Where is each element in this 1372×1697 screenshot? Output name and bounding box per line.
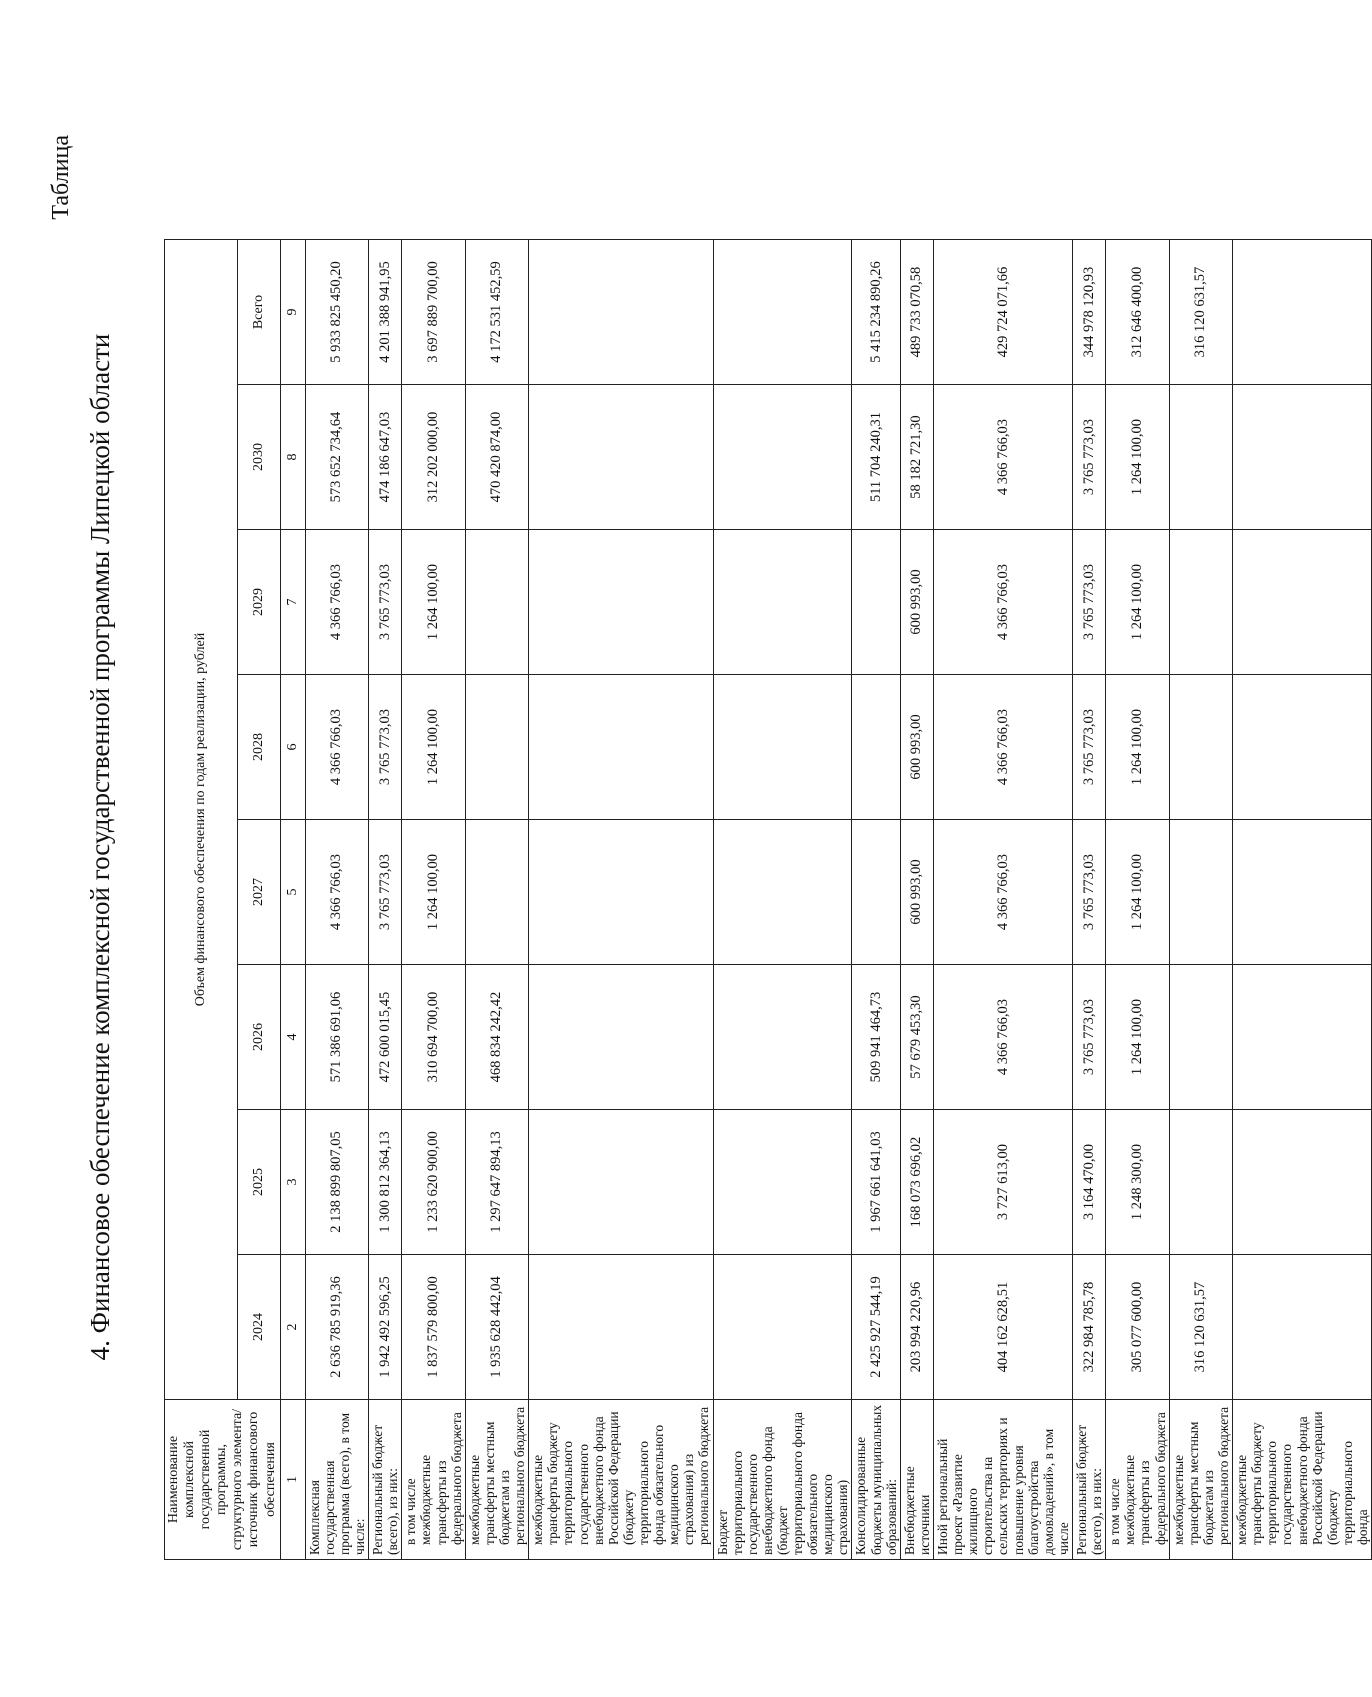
row-value: 3 765 773,03	[369, 675, 402, 820]
row-name: межбюджетные трансферты местным бюджетам из регионального бюджета	[1169, 1400, 1232, 1560]
row-value: 57 679 453,30	[900, 965, 933, 1110]
table-row	[1169, 240, 1232, 1560]
row-value: 1 935 628 442,04	[465, 1255, 528, 1400]
row-value	[713, 820, 852, 965]
row-value	[1169, 820, 1232, 965]
row-value: 571 386 691,06	[305, 965, 368, 1110]
row-value	[1233, 385, 1372, 530]
row-value	[465, 820, 528, 965]
row-name: Консолидированные бюджеты муниципальных образований:	[852, 1400, 900, 1560]
table-body	[305, 240, 1371, 1560]
row-value: 3 765 773,03	[1073, 820, 1106, 965]
row-value: 4 366 766,03	[934, 675, 1073, 820]
row-value: 4 366 766,03	[305, 530, 368, 675]
column-number: 3	[280, 1110, 305, 1255]
row-name: Внебюджетные источники	[900, 1400, 933, 1560]
row-value	[713, 965, 852, 1110]
row-value: 2 138 899 807,05	[305, 1110, 368, 1255]
row-value	[1169, 385, 1232, 530]
row-value: 1 264 100,00	[1106, 385, 1169, 530]
row-value: 1 300 812 364,13	[369, 1110, 402, 1255]
row-value: 1 264 100,00	[402, 820, 465, 965]
year-header: 2024	[237, 1255, 280, 1400]
row-value: 3 164 470,00	[1073, 1110, 1106, 1255]
row-value	[713, 385, 852, 530]
row-value: 509 941 464,73	[852, 965, 900, 1110]
row-value: 573 652 734,64	[305, 385, 368, 530]
table-row	[529, 240, 713, 1560]
column-number: 1	[280, 1400, 305, 1560]
row-value: 58 182 721,30	[900, 385, 933, 530]
row-value: 4 366 766,03	[934, 965, 1073, 1110]
row-value	[713, 240, 852, 385]
row-value	[1233, 240, 1372, 385]
table-row	[900, 240, 933, 1560]
row-value: 312 202 000,00	[402, 385, 465, 530]
row-value: 1 233 620 900,00	[402, 1110, 465, 1255]
row-value: 1 264 100,00	[1106, 820, 1169, 965]
row-value: 2 636 785 919,36	[305, 1255, 368, 1400]
row-value	[1233, 965, 1372, 1110]
column-number: 2	[280, 1255, 305, 1400]
column-number-row	[280, 240, 305, 1560]
row-value: 168 073 696,02	[900, 1110, 933, 1255]
name-column-header: Наименование комплексной государственной программы, структурного элемента/источник финансового обеспечения	[165, 1400, 281, 1560]
row-value: 322 984 785,78	[1073, 1255, 1106, 1400]
row-value: 316 120 631,57	[1169, 240, 1232, 385]
row-value: 470 420 874,00	[465, 385, 528, 530]
row-value: 2 425 927 544,19	[852, 1255, 900, 1400]
row-value: 3 765 773,03	[1073, 675, 1106, 820]
row-value: 4 366 766,03	[934, 820, 1073, 965]
total-header: Всего	[237, 240, 280, 385]
row-name: межбюджетные трансферты бюджету территориального государственного внебюджетного фонда Российской Федерации (бюджету территориального фонда	[1233, 1400, 1372, 1560]
row-value: 1 967 661 641,03	[852, 1110, 900, 1255]
year-header: 2027	[237, 820, 280, 965]
row-value: 5 933 825 450,20	[305, 240, 368, 385]
row-value: 3 765 773,03	[369, 820, 402, 965]
row-value: 472 600 015,45	[369, 965, 402, 1110]
row-value: 1 297 647 894,13	[465, 1110, 528, 1255]
row-value: 4 366 766,03	[305, 675, 368, 820]
page-heading: 4. Финансовое обеспечение комплексной государственной программы Липецкой области	[85, 333, 115, 1361]
table-row	[1233, 240, 1372, 1560]
row-value: 4 172 531 452,59	[465, 240, 528, 385]
row-value: 429 724 071,66	[934, 240, 1073, 385]
row-value: 316 120 631,57	[1169, 1255, 1232, 1400]
row-value: 4 366 766,03	[934, 385, 1073, 530]
table-row	[713, 240, 852, 1560]
row-value: 4 366 766,03	[934, 530, 1073, 675]
row-value	[465, 530, 528, 675]
row-value	[529, 965, 713, 1110]
row-value	[1169, 1110, 1232, 1255]
row-value	[529, 240, 713, 385]
row-value	[1233, 1110, 1372, 1255]
row-value	[529, 530, 713, 675]
row-value	[529, 820, 713, 965]
year-header-row	[237, 240, 280, 1560]
row-value: 1 264 100,00	[1106, 965, 1169, 1110]
row-value	[1169, 530, 1232, 675]
row-value	[529, 1110, 713, 1255]
column-number: 7	[280, 530, 305, 675]
financing-group-header: Объем финансового обеспечения по годам реализации, рублей	[165, 240, 238, 1400]
row-value: 511 704 240,31	[852, 385, 900, 530]
table-row	[369, 240, 402, 1560]
row-value	[852, 530, 900, 675]
row-value	[529, 675, 713, 820]
year-header: 2025	[237, 1110, 280, 1255]
row-value: 4 201 388 941,95	[369, 240, 402, 385]
row-name: Иной региональный проект «Развитие жилищного строительства на сельских территориях и повышение уровня благоустройства домовладений», в том числе	[934, 1400, 1073, 1560]
row-value: 203 994 220,96	[900, 1255, 933, 1400]
row-value	[1233, 1255, 1372, 1400]
row-name: Региональный бюджет (всего), из них:	[369, 1400, 402, 1560]
row-value: 344 978 120,93	[1073, 240, 1106, 385]
row-value: 4 366 766,03	[305, 820, 368, 965]
row-value	[852, 675, 900, 820]
row-value	[1233, 530, 1372, 675]
table-row	[305, 240, 368, 1560]
row-name: Бюджет территориального государственного внебюджетного фонда (бюджет территориального фонда обязательного медицинского страхования)	[713, 1400, 852, 1560]
column-number: 5	[280, 820, 305, 965]
table-row	[1106, 240, 1169, 1560]
column-number: 8	[280, 385, 305, 530]
table-row	[1073, 240, 1106, 1560]
row-value: 600 993,00	[900, 675, 933, 820]
row-name: межбюджетные трансферты местным бюджетам из регионального бюджета	[465, 1400, 528, 1560]
row-value: 468 834 242,42	[465, 965, 528, 1110]
row-name: межбюджетные трансферты бюджету территориального государственного внебюджетного фонда Российской Федерации (бюджету территориального фонда обязательного медицинского страхования) из регионального бюджета	[529, 1400, 713, 1560]
row-value	[1169, 965, 1232, 1110]
column-number: 9	[280, 240, 305, 385]
row-value: 3 727 613,00	[934, 1110, 1073, 1255]
row-value: 1 264 100,00	[1106, 530, 1169, 675]
row-value	[713, 675, 852, 820]
row-value: 5 415 234 890,26	[852, 240, 900, 385]
year-header: 2028	[237, 675, 280, 820]
row-name: в том числе межбюджетные трансферты из федерального бюджета	[402, 1400, 465, 1560]
table-row	[465, 240, 528, 1560]
row-name: Региональный бюджет (всего), из них:	[1073, 1400, 1106, 1560]
row-value: 3 765 773,03	[1073, 965, 1106, 1110]
row-value: 3 765 773,03	[1073, 385, 1106, 530]
row-value: 1 837 579 800,00	[402, 1255, 465, 1400]
row-value: 312 646 400,00	[1106, 240, 1169, 385]
row-value	[529, 385, 713, 530]
row-value	[529, 1255, 713, 1400]
column-number: 4	[280, 965, 305, 1110]
row-value: 600 993,00	[900, 820, 933, 965]
row-value: 310 694 700,00	[402, 965, 465, 1110]
row-value: 474 186 647,03	[369, 385, 402, 530]
row-value: 600 993,00	[900, 530, 933, 675]
row-name: Комплексная государственная программа (всего), в том числе:	[305, 1400, 368, 1560]
row-value: 305 077 600,00	[1106, 1255, 1169, 1400]
row-value	[1233, 675, 1372, 820]
row-value: 1 264 100,00	[402, 675, 465, 820]
row-value: 1 264 100,00	[402, 530, 465, 675]
row-value	[852, 820, 900, 965]
row-value	[1233, 820, 1372, 965]
row-value: 1 264 100,00	[1106, 675, 1169, 820]
row-value	[713, 530, 852, 675]
table-label: Таблица	[48, 135, 74, 220]
row-value: 3 697 889 700,00	[402, 240, 465, 385]
column-number: 6	[280, 675, 305, 820]
row-value: 404 162 628,51	[934, 1255, 1073, 1400]
row-value: 3 765 773,03	[1073, 530, 1106, 675]
row-value	[713, 1255, 852, 1400]
table-row	[402, 240, 465, 1560]
row-value: 489 733 070,58	[900, 240, 933, 385]
row-value	[465, 675, 528, 820]
financing-table	[164, 239, 1372, 1560]
year-header: 2029	[237, 530, 280, 675]
row-value: 1 248 300,00	[1106, 1110, 1169, 1255]
table-row	[934, 240, 1073, 1560]
row-value: 1 942 492 596,25	[369, 1255, 402, 1400]
row-value	[1169, 675, 1232, 820]
year-header: 2026	[237, 965, 280, 1110]
row-value: 3 765 773,03	[369, 530, 402, 675]
row-name: в том числе межбюджетные трансферты из федерального бюджета	[1106, 1400, 1169, 1560]
row-value	[713, 1110, 852, 1255]
year-header: 2030	[237, 385, 280, 530]
table-row	[852, 240, 900, 1560]
